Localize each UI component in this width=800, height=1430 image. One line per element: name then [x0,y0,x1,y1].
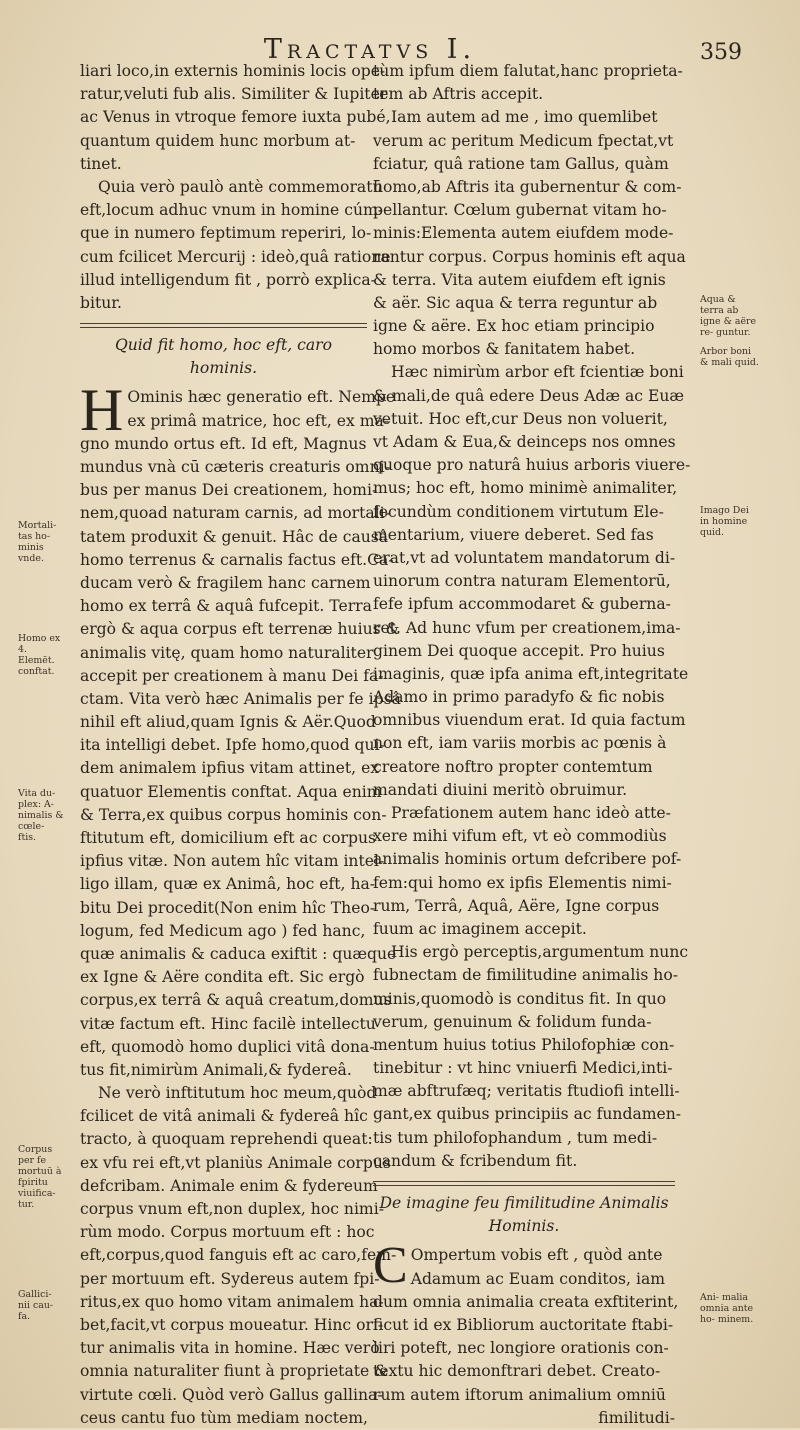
section-divider [373,1181,675,1186]
text-line: bitur. [80,293,122,312]
margin-note-right-1: Aqua & terra ab igne & aëre re- guntur. [700,294,757,338]
text-line: ftitutum eft, domicilium eft ac corpus [80,829,377,848]
text-line: Adamum ac Euam conditos, iam [410,1269,666,1288]
text-line: vitæ factum eft. Hinc facilè intellectu [80,1014,376,1033]
text-line: illud intelligendum fit , porrò explica- [80,270,376,289]
text-line: rùm modo. Corpus mortuum eft : hoc [80,1223,375,1242]
text-line: tis tum philofophandum , tum medi- [373,1128,658,1147]
text-line: fubnectam de fimilitudine animalis ho- [373,966,678,985]
page-number: 359 [700,40,742,65]
text-line: mus; hoc eft, homo minimè animaliter, [373,479,678,498]
dropcap-paragraph [373,1237,675,1295]
text-line: animalis vitę, quam homo naturaliter [80,643,374,662]
text-line: tus fit,nimirùm Animali,& fydereâ. [80,1060,352,1079]
margin-note-left-2: Homo ex 4. Elemēt. conftat. [18,633,61,677]
text-line: fciatur, quâ ratione tam Gallus, quàm [373,154,669,173]
text-line: Ne verò inftitutum hoc meum,quòd [98,1084,377,1103]
section-heading-line: Hominis. [488,1217,560,1236]
text-line: gno mundo ortus eft. Id eft, Magnus [80,434,367,453]
margin-note-right-2: Arbor boni & mali quid. [700,346,759,368]
text-line: omnia naturaliter fiunt à proprietate & [80,1362,389,1381]
text-line: bitu Dei procedit(Non enim hîc Theo- [80,898,376,917]
text-line: homo ex terrâ & aquâ fufcepit. Terra [80,597,372,616]
text-line: igne & aëre. Ex hoc etiam principio [373,317,655,336]
text-line: vt Adam & Eua,& deinceps nos omnes [373,433,676,451]
text-line: corpus vnum eft,non duplex, hoc nimi- [80,1200,384,1219]
text-line: homo terrenus & carnalis factus eft.Ca- [80,550,394,569]
text-line: dum omnia animalia creata exftiterint, [373,1292,679,1311]
text-line: Hæc nimirùm arbor eft fcientiæ boni [391,363,684,382]
text-line: nihil eft aliud,quam Ignis & Aër.Quod [80,713,376,732]
text-line: His ergò perceptis,argumentum nunc [391,943,689,962]
section-heading: Quid fit homo, hoc eft, caro hominis. [114,336,333,378]
text-line: rantur corpus. Corpus hominis eft aqua [373,247,686,266]
text-line: pellantur. Cœlum gubernat vitam ho- [373,201,667,220]
text-line: que in numero feptimum reperiri, lo- [80,224,372,243]
text-line: fefe ipfum accommodaret & guberna- [373,595,671,614]
text-line: Quia verò paulò antè commemoratū [98,177,383,196]
text-line: ergò & aqua corpus eft terrenæ huius & [80,620,400,639]
text-line: mæ abftrufæq; veritatis ftudiofi intelli- [373,1082,680,1101]
text-line: ipfius vitæ. Non autem hîc vitam intel- [80,852,385,871]
text-line: & terra. Vita autem eiufdem eft ignis [373,270,666,289]
text-line: mentum huius totius Philofophiæ con- [373,1035,675,1054]
text-line: cum fcilicet Mercurij : ideò,quâ ratione [80,247,391,266]
text-line: ita intelligi debet. Ipfe homo,quod qui- [80,736,385,755]
text-line: fuum ac imaginem accepit. [373,919,587,938]
text-line: virtute cœli. Quòd verò Gallus gallina- [80,1385,383,1404]
text-line: verum ac peritum Medicum fpectat,vt [373,131,674,150]
text-line: quatuor Elementis conftat. Aqua enim [80,782,382,801]
text-line: xere mihi vifum eft, vt eò commodiùs [373,827,667,846]
text-line: gant,ex quibus principiis ac fundamen- [373,1105,682,1124]
text-line: minis:Elementa autem eiufdem mode- [373,224,674,243]
text-line: liari loco,in externis hominis locis ope- [80,62,386,80]
margin-note-left-5: Gallici- nii cau- fa. [18,1289,54,1322]
text-line: fem:qui homo ex ipfis Elementis nimi- [373,873,672,892]
text-line: mentarium, viuere deberet. Sed fas [373,525,654,544]
text-line: defcribam. Animale enim & fydereum [80,1176,378,1195]
text-line: tinebitur : vt hinc vniuerfi Medici,inti- [373,1059,673,1078]
text-line: nem,quoad naturam carnis, ad mortali- [80,504,390,523]
drop-cap: C [373,1237,408,1295]
text-line: dem animalem ipfius vitam attinet, ex [80,759,380,778]
text-line: Ominis hæc generatio eft. Nempe [127,388,396,407]
text-line: imaginis, quæ ipfa anima eft,integritate [373,664,689,683]
margin-note-left-1: Mortali- tas ho- minis vnde. [18,520,57,564]
text-line: & aër. Sic aqua & terra reguntur ab [373,293,658,312]
text-line: ctam. Vita verò hæc Animalis per fe ipsâ [80,689,401,708]
text-line: eft, quomodò homo duplici vitâ dona- [80,1037,375,1056]
text-line: ducam verò & fragilem hanc carnem [80,573,371,592]
text-line: tinet. [80,154,122,173]
text-line: verum, genuinum & folidum funda- [373,1012,652,1031]
text-line: homo,ab Aftris ita gubernentur & com- [373,177,682,196]
text-line: minis,quomodò is conditus fit. In quo [373,989,667,1008]
text-line: ret. Ad hunc vfum per creationem,ima- [373,618,681,637]
text-line: creatore noftro propter contemtum [373,757,653,776]
text-line: liri poteft, nec longiore orationis con- [373,1339,669,1358]
text-line: bus per manus Dei creationem, homi- [80,481,378,500]
text-line: textu hic demonftrari debet. Creato- [373,1362,661,1381]
catchword: fimilitudi- [598,1408,675,1427]
text-line: quoque pro naturâ huius arboris viuere- [373,456,691,475]
text-line: uinorum contra naturam Elementorū, [373,572,671,591]
text-line: ac Venus in vtroque femore iuxta pubé, [80,108,391,127]
text-line: eft,corpus,quod fanguis eft ac caro,fem- [80,1246,397,1265]
text-line: ex Igne & Aëre condita eft. Sic ergò [80,968,365,987]
margin-note-left-3: Vita du- plex: A- nimalis & cœle- ftis. [18,788,64,843]
text-line: accepit per creationem à manu Dei fa- [80,666,384,685]
text-line: tur animalis vita in homine. Hæc verò [80,1339,380,1358]
section-heading-line: De imagine feu fimilitudine Animalis [379,1194,669,1212]
text-line: ritus,ex quo homo vitam animalem ha- [80,1292,384,1311]
text-line: mundus vnà cū cæteris creaturis omni- [80,458,390,477]
text-line: Iam autem ad me , imo quemlibet [391,108,658,127]
text-line: candum & fcribendum fit. [373,1151,578,1170]
text-line: animalis hominis ortum defcribere pof- [373,850,682,869]
text-line: logum, fed Medicum ago ) fed hanc, [80,921,366,940]
text-line: fecundùm conditionem virtutum Ele- [373,502,664,521]
drop-cap: H [80,377,124,444]
text-line: ceus cantu fuo tùm mediam noctem, [80,1408,368,1427]
text-line: per mortuum eft. Sydereus autem fpi- [80,1269,380,1288]
section-divider [80,323,367,328]
text-line: Præfationem autem hanc ideò atte- [391,804,671,822]
text-line: eft,locum adhuc vnum in homine cúm- [80,201,384,220]
text-line: tùm ipfum diem falutat,hanc proprieta- [373,62,683,80]
margin-note-left-4: Corpus per fe mortuū à fpiritu viuifica- tur. [18,1144,62,1210]
text-line: rum autem iftorum animalium omniū [373,1385,666,1404]
text-line: ex vfu rei eft,vt planiùs Animale corpus [80,1153,391,1172]
text-line: ex primâ matrice, hoc eft, ex ma- [127,411,390,430]
margin-note-right-4: Ani- malia omnia ante ho- minem. [700,1292,754,1325]
text-line: tracto, à quoquam reprehendi queat: [80,1130,373,1149]
text-line: Ompertum vobis eft , quòd ante [410,1246,663,1265]
text-line: tatem produxit & genuit. Hâc de causâ [80,527,389,546]
text-line: rum, Terrâ, Aquâ, Aëre, Igne corpus [373,896,660,915]
text-line: bet,facit,vt corpus moueatur. Hinc ori- [80,1315,384,1334]
running-title: Tractatvs I. [263,34,477,65]
text-line: quantum quidem hunc morbum at- [80,131,356,150]
text-line: ginem Dei quoque accepit. Pro huius [373,641,665,660]
text-line: & Terra,ex quibus corpus hominis con- [80,805,387,824]
text-line: non eft, iam variis morbis ac pœnis à [373,734,667,753]
text-line: ficut id ex Bibliorum auctoritate ftabi- [373,1315,674,1334]
text-line: corpus,ex terrâ & aquâ creatum,domus [80,991,392,1010]
text-line: mandati diuini meritò obruimur. [373,780,628,799]
text-line: Adamo in primo paradyfo & fic nobis [373,688,665,707]
text-line: ligo illam, quæ ex Animâ, hoc eft, ha- [80,875,376,894]
text-line: quæ animalis & caduca exiftit : quæque [80,944,397,963]
text-line: & mali,de quâ edere Deus Adæ ac Euæ [373,386,685,405]
text-line: ratur,veluti fub alis. Similiter & Iupiter [80,85,388,104]
text-line: homo morbos & fanitatem habet. [373,340,636,359]
margin-note-right-3: Imago Dei in homine quid. [700,505,749,538]
text-line: tem ab Aftris accepit. [373,85,544,104]
text-line: vetuit. Hoc eft,cur Deus non voluerit, [373,409,668,428]
text-line: fcilicet de vitâ animali & fydereâ hîc [80,1107,368,1126]
left-column [80,60,401,1430]
right-column [373,60,691,1430]
text-line: omnibus viuendum erat. Id quia factum [373,711,686,730]
text-line: erat,vt ad voluntatem mandatorum di- [373,548,676,567]
